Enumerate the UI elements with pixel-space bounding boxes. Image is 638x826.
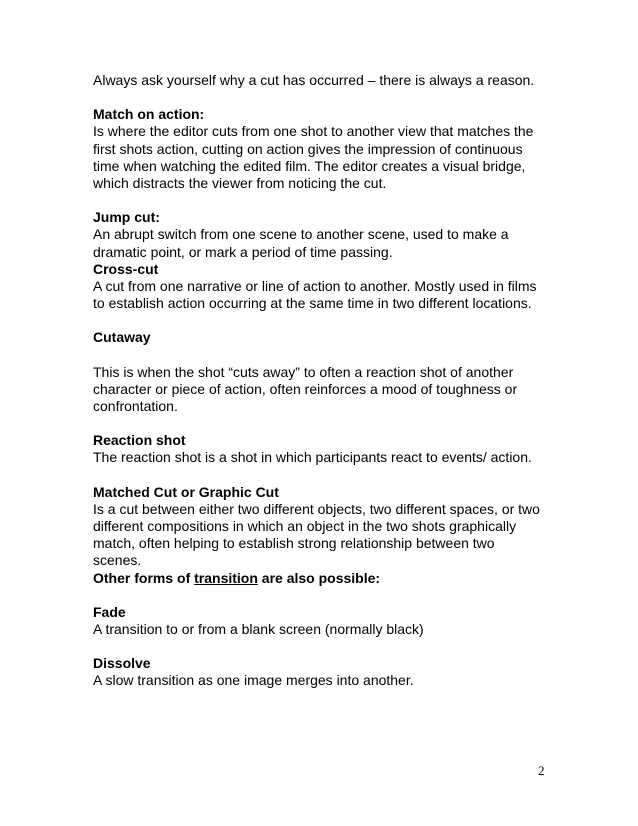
heading-cutaway: Cutaway bbox=[93, 329, 151, 346]
body-matched-cut: Is a cut between either two different objects, two different spaces, or two different compositions in which an object in the two shots graphically match, often helping to establish strong relationship between two scenes. bbox=[93, 500, 540, 569]
body-reaction-shot: The reaction shot is a shot in which participants react to events/ action. bbox=[93, 449, 532, 466]
body-dissolve: A slow transition as one image merges into another. bbox=[93, 672, 414, 689]
heading-cross-cut: Cross-cut bbox=[93, 260, 159, 277]
body-match-on-action: Is where the editor cuts from one shot to another view that matches the first shots action, cutting on action gives the impression of continuous time when watching the edited film. The editor creates a visual bridge, which distracts the viewer from noticing the cut. bbox=[93, 123, 534, 192]
heading-match-on-action: Match on action: bbox=[93, 106, 205, 123]
spacer bbox=[93, 89, 541, 106]
body-jump-cut: An abrupt switch from one scene to another scene, used to make a dramatic point, or mark a period of time passing. bbox=[93, 226, 509, 260]
spacer bbox=[93, 347, 541, 364]
spacer bbox=[93, 467, 541, 484]
other-forms-suffix: are also possible: bbox=[257, 569, 381, 586]
spacer bbox=[93, 312, 541, 329]
heading-fade: Fade bbox=[93, 603, 126, 620]
transition-keyword: transition bbox=[194, 569, 258, 586]
heading-other-forms bbox=[93, 570, 541, 587]
spacer bbox=[93, 587, 541, 604]
document-page bbox=[93, 72, 541, 690]
other-forms-prefix: Other forms of bbox=[93, 569, 195, 586]
spacer bbox=[93, 192, 541, 209]
body-fade: A transition to or from a blank screen (normally black) bbox=[93, 621, 424, 638]
heading-jump-cut: Jump cut: bbox=[93, 209, 160, 226]
heading-dissolve: Dissolve bbox=[93, 655, 151, 672]
body-cutaway: This is when the shot “cuts away” to often a reaction shot of another character or piece of action, often reinforces a mood of toughness or confrontation. bbox=[93, 363, 518, 415]
spacer bbox=[93, 638, 541, 655]
heading-reaction-shot: Reaction shot bbox=[93, 432, 186, 449]
page-number: 2 bbox=[538, 763, 545, 778]
intro-paragraph: Always ask yourself why a cut has occurred – there is always a reason. bbox=[93, 72, 535, 88]
spacer bbox=[93, 415, 541, 432]
body-cross-cut: A cut from one narrative or line of action to another. Mostly used in films to establish action occurring at the same time in two different locations. bbox=[93, 278, 537, 312]
heading-matched-cut: Matched Cut or Graphic Cut bbox=[93, 483, 279, 500]
